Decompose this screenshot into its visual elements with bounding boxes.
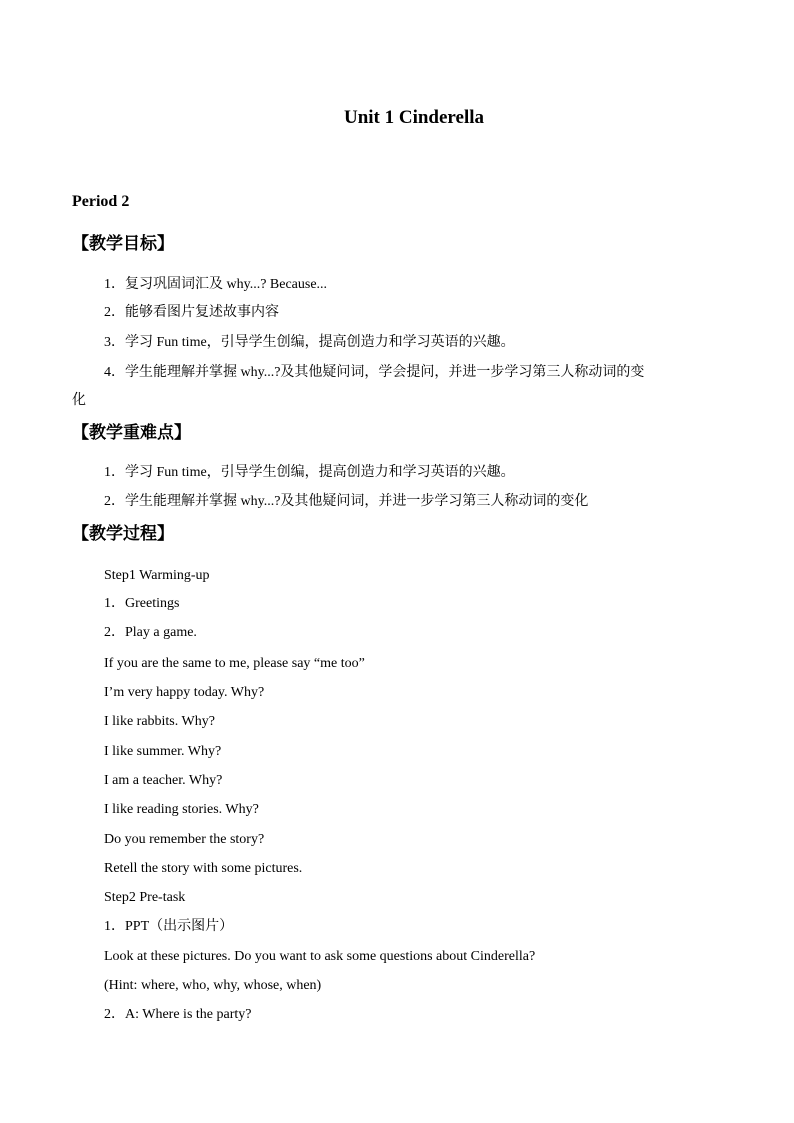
process-line: I like rabbits. Why? bbox=[104, 714, 215, 729]
objective-item-4: 4．学生能理解并掌握 why...?及其他疑问词，学会提问，并进一步学习第三人称动词的变 bbox=[104, 365, 645, 380]
objective-item-3: 3．学习 Fun time，引导学生创编，提高创造力和学习英语的兴趣。 bbox=[104, 335, 515, 350]
objective-item-2: 2．能够看图片复述故事内容 bbox=[104, 305, 279, 320]
process-line: 1．Greetings bbox=[104, 596, 180, 611]
process-line: Step1 Warming-up bbox=[104, 568, 210, 583]
section-heading-key-points: 【教学重难点】 bbox=[72, 423, 191, 443]
period-heading: Period 2 bbox=[72, 193, 130, 210]
key-point-item-1: 1．学习 Fun time，引导学生创编，提高创造力和学习英语的兴趣。 bbox=[104, 465, 515, 480]
process-line: I like reading stories. Why? bbox=[104, 802, 259, 817]
process-line: I am a teacher. Why? bbox=[104, 773, 223, 788]
process-line: I like summer. Why? bbox=[104, 744, 222, 759]
process-line: 1．PPT（出示图片） bbox=[104, 919, 234, 934]
process-line: Do you remember the story? bbox=[104, 832, 265, 847]
process-line: If you are the same to me, please say “me too” bbox=[104, 656, 365, 671]
section-heading-objectives: 【教学目标】 bbox=[72, 234, 174, 254]
process-line: Look at these pictures. Do you want to ask some questions about Cinderella? bbox=[104, 949, 536, 964]
process-line: 2．Play a game. bbox=[104, 625, 197, 640]
process-line: (Hint: where, who, why, whose, when) bbox=[104, 978, 322, 993]
process-line: Retell the story with some pictures. bbox=[104, 861, 303, 876]
process-line: Step2 Pre-task bbox=[104, 890, 186, 905]
section-heading-process: 【教学过程】 bbox=[72, 524, 174, 544]
objective-item-1: 1．复习巩固词汇及 why...? Because... bbox=[104, 277, 328, 292]
process-line: I’m very happy today. Why? bbox=[104, 685, 265, 700]
key-point-item-2: 2．学生能理解并掌握 why...?及其他疑问词，并进一步学习第三人称动词的变化 bbox=[104, 494, 589, 509]
objective-item-4-continuation: 化 bbox=[72, 393, 86, 408]
document-title: Unit 1 Cinderella bbox=[343, 107, 485, 128]
process-line: 2．A: Where is the party? bbox=[104, 1007, 252, 1022]
